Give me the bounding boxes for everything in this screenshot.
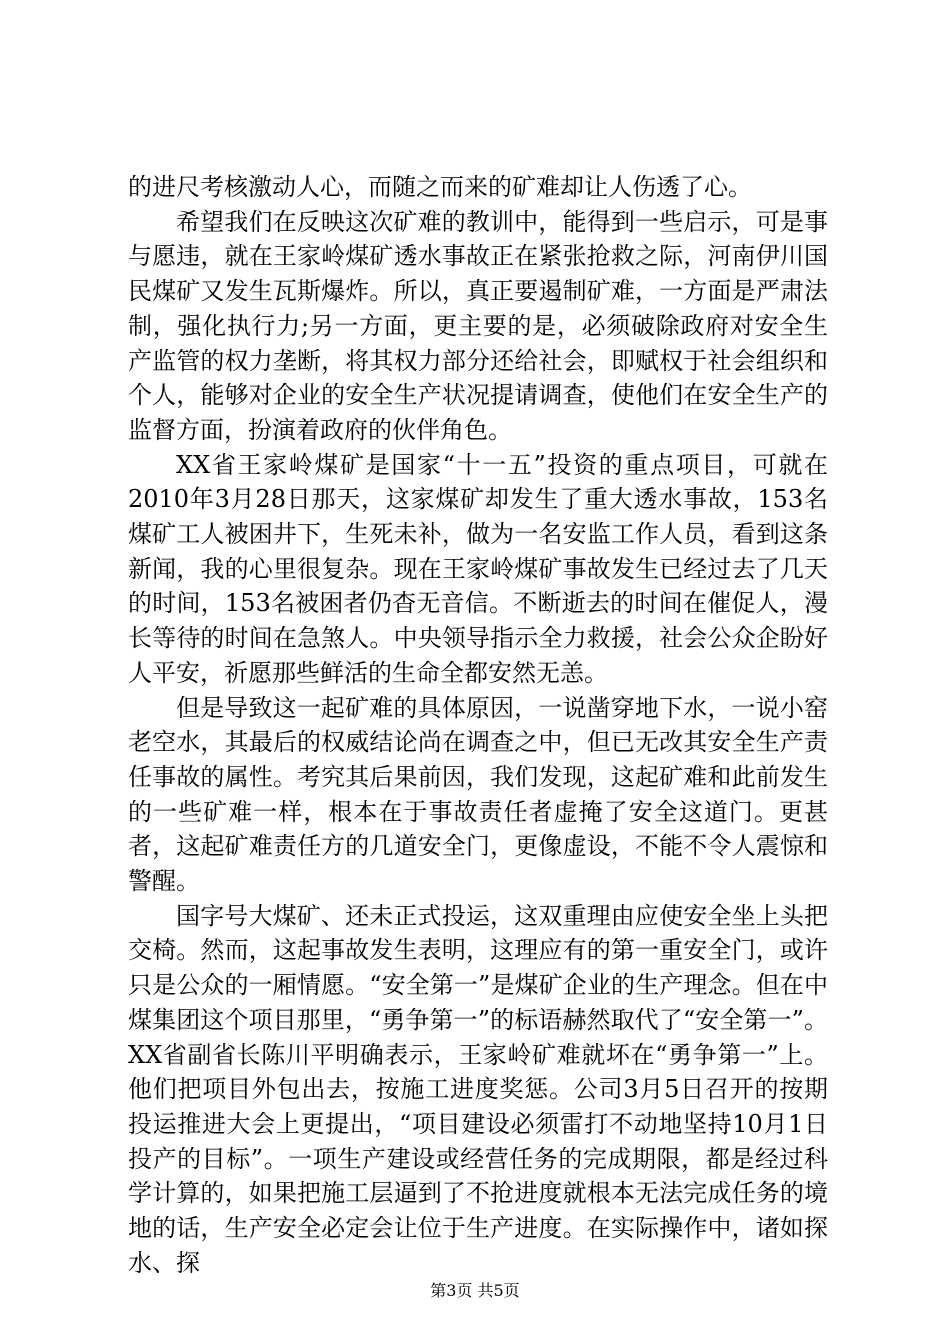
paragraph-causes: 但是导致这一起矿难的具体原因，一说凿穿地下水，一说小窑老空水，其最后的权威结论尚在调查之中，但已无改其安全生产责任事故的属性。考究其后果前因，我们发现，这起矿难和此前发生的一些矿难一样，根本在于事故责任者虚掩了安全这道门。更甚者，这起矿难责任方的几道安全门，更像虚设，不能不令人震惊和警醒。 <box>128 693 828 896</box>
paragraph-continuation: 的进尺考核激动人心，而随之而来的矿难却让人伤透了心。 <box>128 173 752 201</box>
paragraph-accident: XX省王家岭煤矿是国家“十一五”投资的重点项目，可就在2010年3月28日那天，这家煤矿却发生了重大透水事故，153名煤矿工人被困井下，生死未补，做为一名安监工作人员，看到这条新闻，我的心里很复杂。现在王家岭煤矿事故发生已经过去了几天的时间，153名被困者仍杳无音信。不断逝去的时间在催促人，漫长等待的时间在急煞人。中央领导指示全力救援，社会公众企盼好人平安，祈愿那些鲜活的生命全都安然无恙。 <box>128 450 828 687</box>
paragraph-lessons: 希望我们在反映这次矿难的教训中，能得到一些启示，可是事与愿违，就在王家岭煤矿透水事故正在紧张抢救之际，河南伊川国民煤矿又发生瓦斯爆炸。所以，真正要遏制矿难，一方面是严肃法制，强化执行力;另一方面，更主要的是，必须破除政府对安全生产监管的权力垄断，将其权力部分还给社会，即赋权于社会组织和个人，能够对企业的安全生产状况提请调查，使他们在安全生产的监督方面，扮演着政府的伙伴角色。 <box>128 207 828 444</box>
paragraph-safety-gate: 国字号大煤矿、还未正式投运，这双重理由应使安全坐上头把交椅。然而，这起事故发生表明，这理应有的第一重安全门，或许只是公众的一厢情愿。“安全第一”是煤矿企业的生产理念。但在中煤集团这个项目那里，“勇争第一”的标语赫然取代了“安全第一”。XX省副省长陈川平明确表示，王家岭矿难就坏在“勇争第一”上。他们把项目外包出去，按施工进度奖惩。公司3月5日召开的按期投运推进大会上更提出，“项目建设必须雷打不动地坚持10月1日投产的目标”。一项生产建设或经营任务的完成期限，都是经过科学计算的，如果把施工层逼到了不抢进度就根本无法完成任务的境地的话，生产安全必定会让位于生产进度。在实际操作中，诸如探水、探 <box>128 901 828 1277</box>
page-footer: 第3页 共5页 <box>430 1281 520 1300</box>
document-body <box>128 170 828 1281</box>
